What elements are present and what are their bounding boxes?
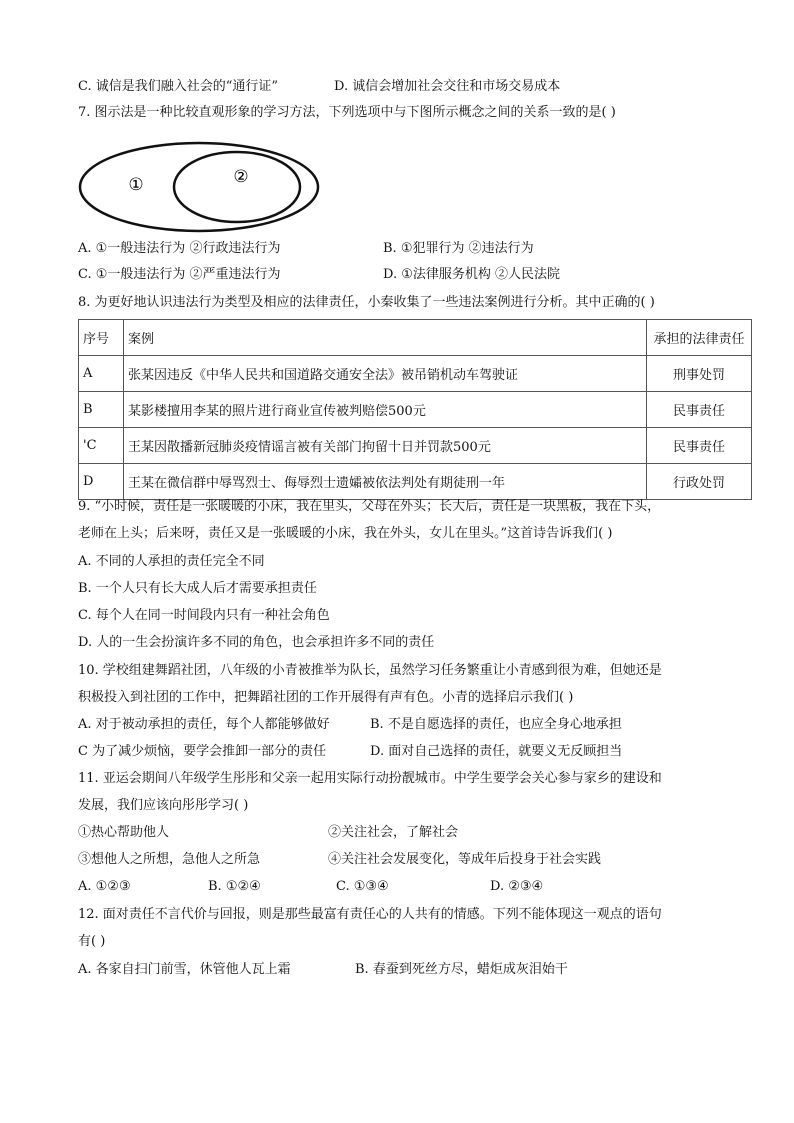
q12-stem-line2: 有( ) bbox=[78, 934, 106, 949]
row-case: 王某因散播新冠肺炎疫情谣言被有关部门拘留十日并罚款500元 bbox=[124, 428, 647, 464]
q11-option-a: A. ①②③ bbox=[78, 879, 131, 894]
row-case: 某影楼擅用李某的照片进行商业宣传被判赔偿500元 bbox=[124, 392, 647, 428]
q10-option-b: B. 不是自愿选择的责任，也应全身心地承担 bbox=[370, 717, 622, 732]
table-row bbox=[79, 464, 752, 500]
q7-inner-ellipse bbox=[174, 152, 300, 222]
table-row bbox=[79, 392, 752, 428]
q12-option-a: A. 各家自扫门前雪，休管他人瓦上霜 bbox=[78, 962, 291, 977]
row-liability: 民事责任 bbox=[647, 392, 752, 428]
q7-label-inner: ② bbox=[233, 167, 249, 187]
header-case: 案例 bbox=[124, 320, 647, 356]
q9-option-d: D. 人的一生会扮演许多不同的角色，也会承担许多不同的责任 bbox=[78, 635, 435, 650]
q11-option-c: C. ①③④ bbox=[336, 879, 389, 894]
row-index: D bbox=[79, 464, 124, 500]
q7-option-d: D. ①法律服务机构 ②人民法院 bbox=[383, 267, 561, 282]
q9-option-c: C. 每个人在同一时间段内只有一种社会角色 bbox=[78, 608, 330, 623]
q10-stem-line2: 积极投入到社团的工作中，把舞蹈社团的工作开展得有声有色。小青的选择启示我们( ) bbox=[78, 690, 574, 705]
q11-option-d: D. ②③④ bbox=[490, 879, 544, 894]
table-header-row bbox=[79, 320, 752, 356]
q10-stem-line1: 10. 学校组建舞蹈社团，八年级的小青被推举为队长，虽然学习任务繁重让小青感到很为难，但她还是 bbox=[78, 663, 662, 678]
q9-stem-line2: 老师在上头；后来呀，责任又是一张暖暖的小床，我在外头，女儿在里头。”这首诗告诉我们( ) bbox=[78, 526, 613, 541]
q7-option-c: C. ①一般违法行为 ②严重违法行为 bbox=[78, 267, 281, 282]
q11-option-b: B. ①②④ bbox=[208, 879, 261, 894]
q11-item-4: ④关注社会发展变化，等成年后投身于社会实践 bbox=[328, 852, 602, 867]
q11-item-1: ①热心帮助他人 bbox=[78, 825, 170, 840]
row-case: 张某因违反《中华人民共和国道路交通安全法》被吊销机动车驾驶证 bbox=[124, 356, 647, 392]
q10-option-a: A. 对于被动承担的责任，每个人都能够做好 bbox=[78, 717, 330, 732]
q11-stem-line1: 11. 亚运会期间八年级学生彤彤和父亲一起用实际行动扮靓城市。中学生要学会关心参与家乡的建设和 bbox=[78, 771, 662, 786]
q11-item-3: ③想他人之所想，急他人之所急 bbox=[78, 852, 261, 867]
q10-option-c: C 为了减少烦恼，要学会推卸一部分的责任 bbox=[78, 744, 327, 759]
q7-venn-diagram bbox=[78, 140, 328, 235]
table-row bbox=[79, 428, 752, 464]
q11-item-2: ②关注社会，了解社会 bbox=[328, 825, 459, 840]
q6-option-c: C. 诚信是我们融入社会的“通行证” bbox=[78, 79, 279, 94]
q10-option-d: D. 面对自己选择的责任，就要义无反顾担当 bbox=[370, 744, 623, 759]
header-index: 序号 bbox=[79, 320, 124, 356]
row-index: B bbox=[79, 392, 124, 428]
row-index: A bbox=[79, 356, 124, 392]
q9-option-b: B. 一个人只有长大成人后才需要承担责任 bbox=[78, 581, 317, 596]
row-index: 'C bbox=[79, 428, 124, 464]
q12-stem-line1: 12. 面对责任不言代价与回报，则是那些最富有责任心的人共有的情感。下列不能体现这一观点的语句 bbox=[78, 907, 662, 922]
q7-label-outer: ① bbox=[128, 175, 144, 195]
q9-option-a: A. 不同的人承担的责任完全不同 bbox=[78, 554, 265, 569]
q7-option-a: A. ①一般违法行为 ②行政违法行为 bbox=[78, 241, 281, 256]
row-liability: 刑事处罚 bbox=[647, 356, 752, 392]
q12-option-b: B. 春蚕到死丝方尽，蜡炬成灰泪始干 bbox=[355, 962, 568, 977]
q8-stem: 8. 为更好地认识违法行为类型及相应的法律责任，小秦收集了一些违法案例进行分析。其中正确的( ) bbox=[78, 295, 655, 310]
row-liability: 行政处罚 bbox=[647, 464, 752, 500]
q8-case-table bbox=[78, 319, 752, 500]
q7-outer-ellipse bbox=[80, 143, 318, 231]
row-case: 王某在微信群中辱骂烈士、侮辱烈士遗孀被依法判处有期徒刑一年 bbox=[124, 464, 647, 500]
q7-option-b: B. ①犯罪行为 ②违法行为 bbox=[383, 241, 534, 256]
table-row bbox=[79, 356, 752, 392]
q6-option-d: D. 诚信会增加社会交往和市场交易成本 bbox=[334, 79, 561, 94]
q7-stem: 7. 图示法是一种比较直观形象的学习方法，下列选项中与下图所示概念之间的关系一致的是( ) bbox=[78, 105, 616, 120]
row-liability: 民事责任 bbox=[647, 428, 752, 464]
header-liability: 承担的法律责任 bbox=[647, 320, 752, 356]
q11-stem-line2: 发展，我们应该向彤彤学习( ) bbox=[78, 798, 249, 813]
q9-stem-line1: 9. “小时候，责任是一张暖暖的小床，我在里头，父母在外头；长大后，责任是一块黑板，我在下头， bbox=[78, 499, 661, 514]
